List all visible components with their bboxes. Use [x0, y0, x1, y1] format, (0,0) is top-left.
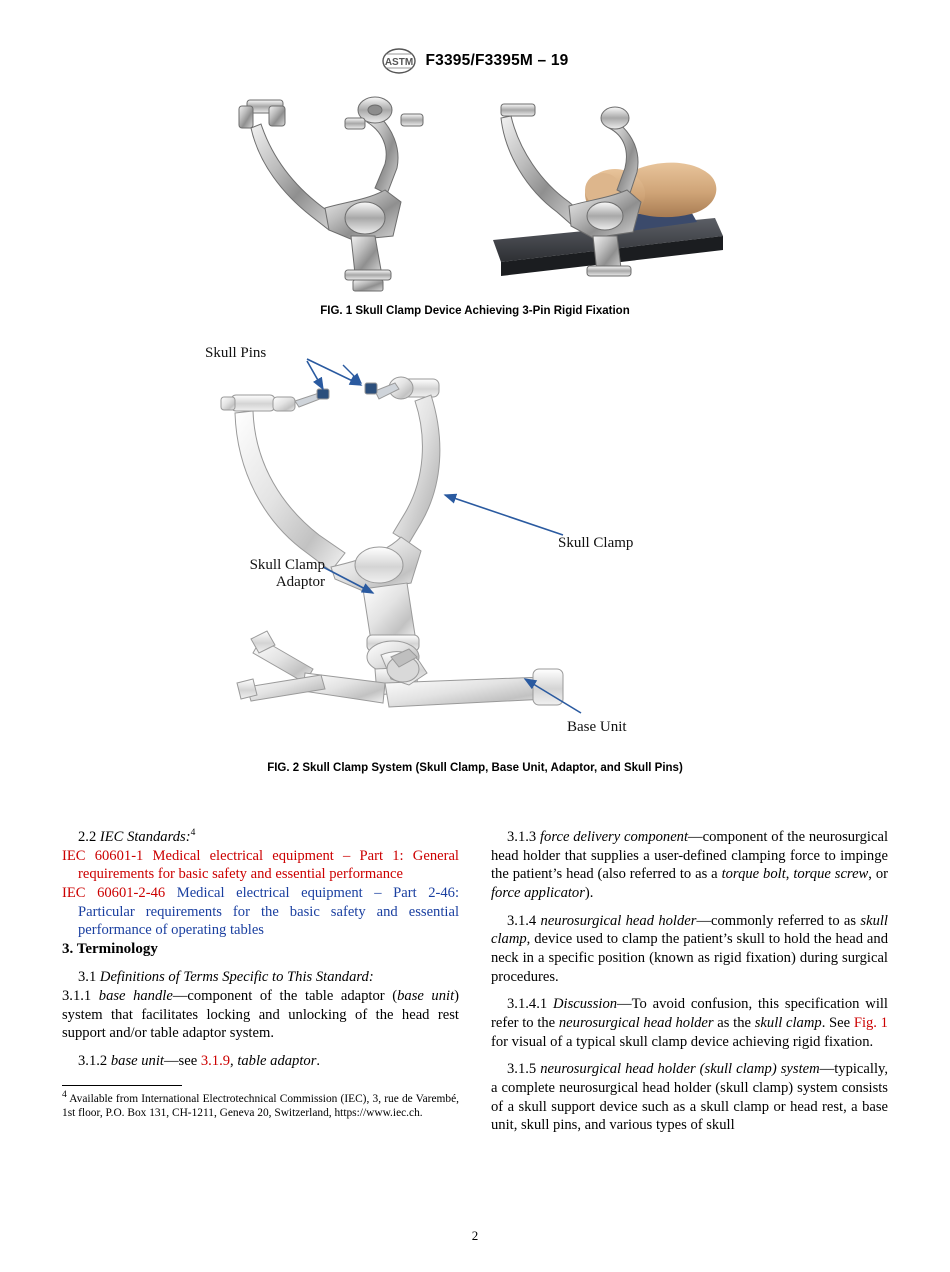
body-text: [62, 828, 888, 1135]
paragraph-3-1-1-text-a: —component of the table adaptor (: [172, 987, 398, 1004]
paragraph-3-1-4: [491, 912, 888, 987]
reference-id-1[interactable]: IEC 60601-1: [62, 847, 144, 864]
paragraph-3-1-1-number: 3.1.1: [62, 987, 92, 1004]
section-2-2-heading: [62, 828, 459, 847]
paragraph-3-1-4-1-text-c: . See: [821, 1015, 854, 1032]
adaptor-line-1: Skull Clamp: [249, 557, 325, 573]
figure-1-photo-clamp: [225, 90, 460, 295]
paragraph-3-1-4-term: neurosurgical head holder: [540, 912, 697, 929]
page-header: [0, 0, 950, 74]
reference-iec-60601-1[interactable]: [62, 847, 459, 884]
footnote-divider: [62, 1085, 182, 1086]
cross-reference-3-1-9[interactable]: 3.1.9: [200, 1052, 231, 1069]
footnote-4-text: Available from International Electrotechnical Commission (IEC), 3, rue de Varembé, 1st floor, P.O. Box 131, CH-1211, Geneva 20, Switzerland, https://www.iec.ch.: [62, 1092, 459, 1119]
paragraph-3-1-number: 3.1: [78, 969, 97, 986]
paragraph-3-1-3-text-c: , or: [868, 866, 888, 883]
cross-reference-fig-1[interactable]: Fig. 1: [853, 1015, 888, 1032]
paragraph-3-1-title: Definitions of Terms Specific to This Standard:: [99, 969, 374, 986]
paragraph-3-1-2-term-2: table adaptor: [237, 1052, 317, 1069]
reference-id-2[interactable]: IEC 60601-2-46: [62, 885, 166, 902]
paragraph-3-1-4-1-text-a: —To avoid confusion, this specification will refer to the: [491, 996, 888, 1032]
figure-1-caption: FIG. 1 Skull Clamp Device Achieving 3-Pin Rigid Fixation: [320, 305, 630, 317]
standard-designation: F3395/F3395M – 19: [425, 52, 569, 69]
page-number: 2: [471, 1228, 479, 1243]
term-torque-screw: torque screw: [793, 866, 869, 883]
paragraph-3-1-4-1: [491, 995, 888, 1051]
reference-title-1[interactable]: Medical electrical equipment – Part 1: General requirements for basic safety and essential performance: [78, 847, 459, 883]
paragraph-3-1-3-text-a: —component of the neurosurgical head holder that supplies a user-defined clamping force to impinge the patient’s head (also referred to as a: [491, 829, 888, 883]
paragraph-3-1-3-term: force delivery component: [539, 829, 689, 845]
paragraph-3-1-5-text-a: —typically, a complete neurosurgical head holder (skull clamp) system consists of a skull support device such as a skull clamp or head rest, a base unit, skull pins, and various types of skull: [491, 1061, 888, 1134]
section-2-2-title: IEC Standards:: [99, 829, 191, 845]
left-column: [62, 828, 459, 1135]
paragraph-3-1-4-1-text-b: as the: [713, 1015, 755, 1032]
footnote-4-marker: 4: [62, 1089, 67, 1100]
paragraph-3-1-4-1-number: 3.1.4.1: [507, 996, 548, 1013]
term-force-applicator: force applicator: [491, 885, 585, 902]
term-torque-bolt: torque bolt: [721, 866, 786, 883]
paragraph-3-1-2-text-b: ,: [230, 1052, 238, 1069]
paragraph-3-1-4-text-b: , device used to clamp the patient’s skull to hold the head and neck in a specific position (known as rigid fixation) during surgical procedures.: [491, 931, 888, 985]
right-column: [491, 828, 888, 1135]
reference-iec-60601-2-46[interactable]: [62, 884, 459, 940]
figure-1: [0, 90, 950, 295]
paragraph-3-1-4-number: 3.1.4: [507, 912, 537, 929]
paragraph-3-1-1: [62, 987, 459, 1043]
paragraph-3-1-4-text-a: —commonly referred to as: [696, 912, 861, 929]
paragraph-3-1-4-1-text-d: for visual of a typical skull clamp device achieving rigid fixation.: [491, 1033, 874, 1050]
paragraph-3-1-3-number: 3.1.3: [507, 829, 537, 845]
paragraph-3-1-2-term: base unit: [110, 1052, 164, 1069]
section-2-2-footnote-ref: 4: [190, 828, 196, 839]
paragraph-3-1-2-number: 3.1.2: [78, 1052, 108, 1069]
paragraph-3-1-5-term: neurosurgical head holder (skull clamp) system: [540, 1061, 820, 1078]
paragraph-3-1-1-text-b: ) system that facilitates locking and unlocking of the head rest support and/or table adaptor system.: [62, 987, 459, 1042]
paragraph-3-1-2: [62, 1052, 459, 1071]
figure-2-label-skull-clamp-adaptor: [195, 557, 325, 592]
adaptor-line-2: Adaptor: [275, 574, 325, 591]
paragraph-3-1-5: [491, 1060, 888, 1135]
section-3-number: 3.: [62, 941, 74, 958]
term-skull-clamp: skull clamp: [491, 912, 888, 948]
paragraph-3-1-4-1-term: Discussion: [552, 996, 618, 1013]
figure-2: [0, 339, 950, 754]
figure-2-label-skull-pins: Skull Pins: [205, 345, 267, 361]
section-2-2-number: 2.2: [78, 829, 97, 845]
paragraph-3-1-1-term-2: base unit: [397, 987, 455, 1004]
paragraph-3-1-2-text-a: —see: [163, 1052, 201, 1069]
paragraph-3-1-3-text-d: ).: [584, 885, 594, 902]
svg-text:ASTM: ASTM: [384, 57, 413, 68]
paragraph-3-1-3-text-b: ,: [785, 866, 794, 883]
section-3-heading: [62, 940, 459, 959]
figure-1-photo-patient: [465, 90, 725, 295]
paragraph-3-1-2-text-c: .: [316, 1052, 321, 1069]
figure-2-diagram: [195, 339, 755, 754]
astm-logo-icon: [382, 48, 416, 74]
paragraph-3-1-3: [491, 828, 888, 903]
figure-2-label-base-unit: Base Unit: [567, 719, 627, 735]
paragraph-3-1: [62, 968, 459, 987]
figure-2-caption: FIG. 2 Skull Clamp System (Skull Clamp, Base Unit, Adaptor, and Skull Pins): [267, 762, 683, 774]
footnote-4: [62, 1089, 459, 1121]
reference-title-2[interactable]: Medical electrical equipment – Part 2-46: Particular requirements for the basic safety and essential performance of operating tables: [78, 885, 459, 939]
paragraph-3-1-1-term: base handle: [98, 987, 173, 1004]
term-neurosurgical-head-holder: neurosurgical head holder: [558, 1015, 714, 1032]
paragraph-3-1-5-number: 3.1.5: [507, 1061, 537, 1078]
section-3-title: Terminology: [76, 941, 158, 958]
figure-2-label-skull-clamp: Skull Clamp: [558, 535, 634, 551]
term-skull-clamp-2: skull clamp: [754, 1015, 822, 1032]
